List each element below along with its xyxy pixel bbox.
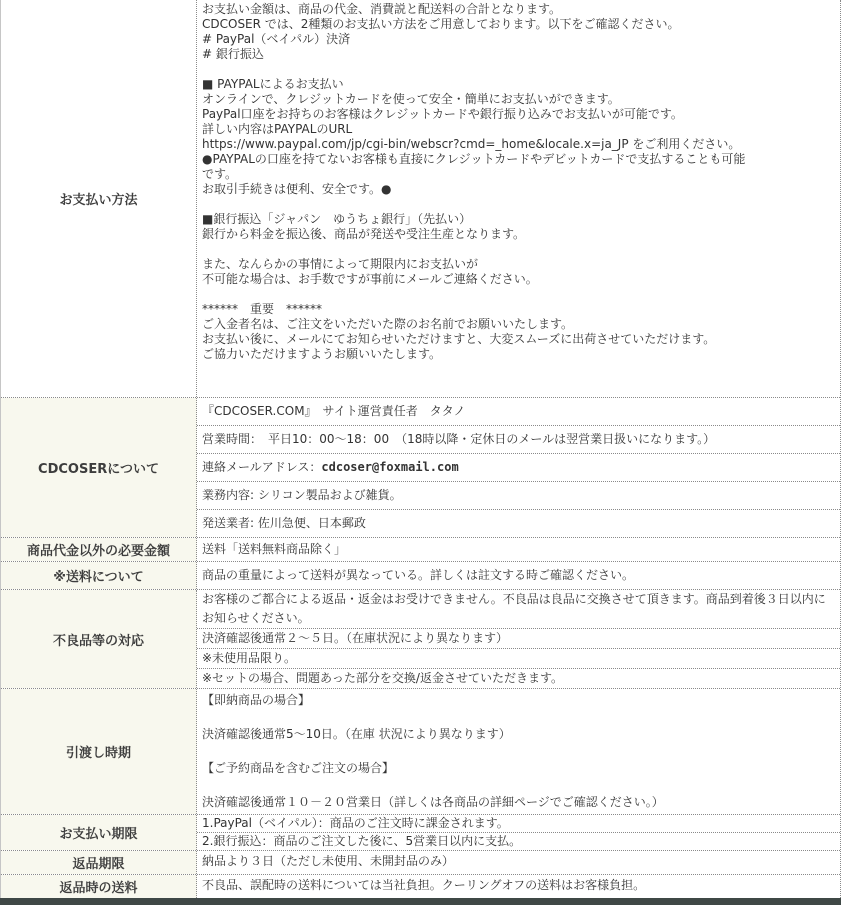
text-line: # PayPal（ベイパル）決済 [202, 32, 351, 46]
text-line [202, 62, 835, 77]
text-segment [197, 562, 840, 589]
text-segment [197, 0, 840, 397]
text-line: 発送業者: 佐川急便、日本郵政 [202, 516, 366, 530]
bank-deadline-segment [197, 832, 840, 850]
row-content-payment-deadline [197, 815, 840, 850]
text-line: お支払い金額は、商品の代金、消費説と配送料の合計となります。 [202, 2, 562, 16]
text-line: 決済確認後通常１０－２０営業日（詳しくは各商品の詳細ページでご確認ください。） [202, 795, 664, 809]
row-content-about-cdcoser [197, 398, 840, 537]
text-line: 銀行から料金を振込後、商品が発送や受注生産となります。 [202, 227, 526, 241]
row-header-return-shipping-cost: 返品時の送料 [1, 875, 197, 898]
text-segment [197, 875, 840, 896]
text-line: お客様のご都合による返品・返金はお受けできません。不良品は良品に交換させて頂きます。商品到着後３日以内にお知らせください。 [202, 592, 826, 625]
business-content-segment [197, 481, 840, 509]
row-header-return-deadline: 返品期限 [1, 851, 197, 874]
text-line: です。 [202, 167, 238, 181]
text-line: 納品より３日（ただし未使用、未開封品のみ） [202, 853, 455, 868]
text-line: 送料「送料無料商品除く」 [202, 542, 347, 556]
row-content-payment-method [197, 0, 840, 397]
text-segment [197, 538, 840, 561]
set-exchange-segment [197, 668, 840, 688]
text-line: 不可能な場合は、お手数ですが事前にメールご連絡ください。 [202, 272, 538, 286]
shipping-carrier-segment [197, 509, 840, 537]
text-line: 商品の重量によって送料が異なっている。詳しくは註文する時ご確認ください。 [202, 568, 635, 582]
row-header-payment-method: お支払い方法 [1, 0, 197, 397]
paypal-deadline-segment [197, 815, 840, 832]
row-content-return-shipping-cost [197, 875, 840, 898]
email-label: 連絡メールアドレス： [202, 460, 322, 474]
text-line: 不良品、誤配時の送料については当社負担。クーリングオフの送料はお客様負担。 [202, 878, 646, 892]
text-line [202, 743, 835, 760]
return-policy-segment [197, 590, 840, 628]
row-content-delivery-time [197, 689, 840, 814]
text-line: 【即納商品の場合】 [202, 693, 311, 707]
row-content-defective-items [197, 590, 840, 688]
text-segment [197, 689, 840, 814]
table-row-delivery-time [1, 688, 840, 814]
important-notice-heading: ****** 重要 ****** [202, 302, 323, 316]
text-segment [197, 851, 840, 871]
text-line: ご協力いただけますようお願いいたします。 [202, 347, 442, 361]
text-line: 1.PayPal（ベイパル）：商品のご注文時に課金されます。 [202, 816, 509, 830]
text-line: 決済確認後通常２～５日。（在庫状況により異なります） [202, 631, 509, 645]
text-line [202, 777, 835, 794]
text-line [202, 287, 835, 302]
row-content-shipping-note [197, 562, 840, 589]
table-row-defective-items [1, 589, 840, 688]
text-line: ■銀行振込「ジャパン ゆうちょ銀行」（先払い） [202, 212, 472, 226]
contact-email-line [202, 460, 835, 475]
text-line: 【ご予約商品を含むご注文の場合】 [202, 761, 395, 775]
unused-only-segment [197, 648, 840, 668]
table-row-shipping-note [1, 561, 840, 589]
text-line: お支払い後に、メールにてお知らせいただけますと、大変スムーズに出荷させていただけます。 [202, 332, 716, 346]
business-hours-segment [197, 425, 840, 453]
text-line: 詳しい内容はPAYPALのURL [202, 122, 353, 136]
table-row-extra-charges [1, 537, 840, 561]
text-line: 決済確認後通常5～10日。（在庫 状況により異なります） [202, 727, 511, 741]
text-line: お取引手続きは便利、安全です。● [202, 182, 392, 196]
text-line: PayPal口座をお持ちのお客様はクレジットカードや銀行振り込みでお支払いが可能です。 [202, 107, 683, 121]
paypal-url-text: https://www.paypal.com/jp/cgi-bin/webscr?cmd=_home&locale.x=ja_JP をご利用ください。 [202, 137, 741, 151]
text-line [202, 242, 835, 257]
section-divider-bar [0, 898, 841, 905]
text-line: ※セットの場合、問題あった部分を交換/返金させていただきます。 [202, 671, 564, 685]
row-content-extra-charges [197, 538, 840, 561]
text-line: ご入金者名は、ご注文をいただいた際のお名前でお願いいたします。 [202, 317, 574, 331]
table-row-about-cdcoser [1, 397, 840, 537]
text-line: また、なんらかの事情によって期限内にお支払いが [202, 257, 479, 271]
text-line: オンラインで、クレジットカードを使って安全・簡単にお支払いができます。 [202, 92, 620, 106]
text-line [202, 709, 835, 726]
table-row-return-deadline [1, 850, 840, 874]
contact-email-segment [197, 453, 840, 481]
row-header-extra-charges: 商品代金以外の必要金額 [1, 538, 197, 561]
text-line: ※未使用品限り。 [202, 651, 297, 665]
table-row-payment-deadline [1, 814, 840, 850]
text-line: 『CDCOSER.COM』 サイト運営責任者 タタノ [202, 404, 466, 418]
row-header-shipping-note: ※送料について [1, 562, 197, 589]
row-header-about-cdcoser: CDCOSERについて [1, 398, 197, 537]
exchange-time-segment [197, 628, 840, 648]
row-content-return-deadline [197, 851, 840, 874]
table-row-return-shipping-cost [1, 874, 840, 898]
text-line: 業務内容: シリコン製品および雑貨。 [202, 488, 402, 502]
text-line: ■ PAYPALによるお支払い [202, 77, 344, 91]
text-line: 2.銀行振込：商品のご注文した後に、5営業日以内に支払。 [202, 834, 522, 848]
row-header-defective-items: 不良品等の対応 [1, 590, 197, 688]
table-row-payment-method [1, 0, 840, 397]
row-header-payment-deadline: お支払い期限 [1, 815, 197, 850]
text-line: # 銀行振込 [202, 47, 264, 61]
row-header-delivery-time: 引渡し時期 [1, 689, 197, 814]
text-line: ●PAYPALの口座を持てないお客様も直接にクレジットカードやデビットカードで支払することも可能 [202, 152, 746, 166]
text-line [202, 197, 835, 212]
text-line: 営業時間： 平日10：00～18：00 （18時以降・定休日のメールは翌営業日扱いになります。） [202, 432, 716, 446]
text-line: CDCOSER では、2種類のお支払い方法をご用意しております。以下をご確認ください。 [202, 17, 680, 31]
site-operator-segment [197, 398, 840, 425]
email-address: cdcoser@foxmail.com [321, 460, 459, 474]
